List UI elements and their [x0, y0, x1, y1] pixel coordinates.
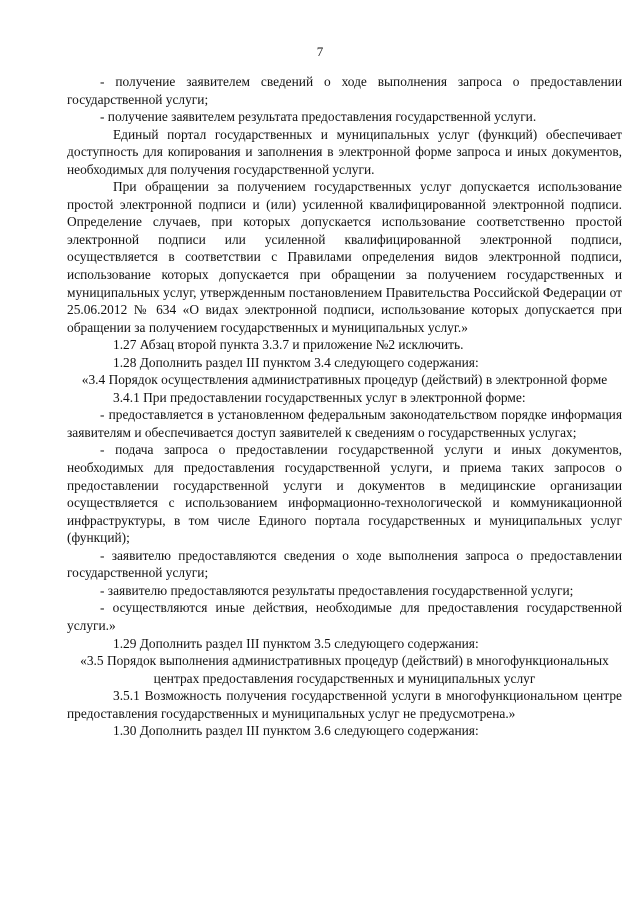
paragraph: - осуществляются иные действия, необходимые для предоставления государственной услуги.» [67, 600, 622, 633]
paragraph: 3.5.1 Возможность получения государственной услуги в многофункциональном центре предоставления государственных и муниципальных услуг не предусмотрена.» [67, 688, 622, 721]
paragraph: 1.27 Абзац второй пункта 3.3.7 и приложение №2 исключить. [113, 337, 464, 353]
section-heading: «3.4 Порядок осуществления административных процедур (действий) в электронной форме [81, 372, 608, 388]
paragraph: - получение заявителем результата предоставления государственной услуги. [100, 109, 537, 125]
paragraph: При обращении за получением государственных услуг допускается использование простой электронной подписи и (или) усиленной квалифицированной электронной подписи. Определение случаев, при которых допускается использование соответственно простой электронной подписи или усиленной квалифицированной электронной подписи, осуществляется в соответствии с Правилами определения видов электронной подписи, использование которых допускается при обращении за получением государственных и муниципальных услуг, утвержденным постановлением Правительства Российской Федерации от 25.06.2012 № 634 «О видах электронной подписи, использование которых допускается при обращении за получением государственных и муниципальных услуг.» [67, 179, 622, 335]
paragraph: 1.29 Дополнить раздел III пунктом 3.5 следующего содержания: [113, 635, 479, 651]
paragraph: - получение заявителем сведений о ходе выполнения запроса о предоставлении государственной услуги; [67, 74, 622, 107]
page-number: 7 [316, 44, 324, 59]
document-body [67, 73, 622, 740]
paragraph: 1.28 Дополнить раздел III пунктом 3.4 следующего содержания: [113, 354, 479, 370]
paragraph: - заявителю предоставляются сведения о ходе выполнения запроса о предоставлении государственной услуги; [67, 547, 622, 581]
paragraph: 1.30 Дополнить раздел III пунктом 3.6 следующего содержания: [113, 723, 479, 739]
section-heading: «3.5 Порядок выполнения административных процедур (действий) в многофункциональных центрах предоставления государственных и муниципальных услуг [80, 653, 609, 686]
paragraph: 3.4.1 При предоставлении государственных услуг в электронной форме: [113, 389, 526, 405]
paragraph: Единый портал государственных и муниципальных услуг (функций) обеспечивает доступность для копирования и заполнения в электронной форме запроса и иных документов, необходимых для получения государственной услуги. [67, 126, 622, 177]
paragraph: - подача запроса о предоставлении государственной услуги и иных документов, необходимых для предоставления государственной услуги, и приема таких запросов о предоставлении государственной услуги и документов в медицинские организации осуществляется с использованием информационно-технологической и коммуникационной инфраструктуры, в том числе Единого портала государственных и муниципальных услуг (функций); [67, 442, 622, 546]
paragraph: - предоставляется в установленном федеральным законодательством порядке информация заявителям и обеспечивается доступ заявителей к сведениям о государственных услугах; [67, 407, 622, 440]
paragraph: - заявителю предоставляются результаты предоставления государственной услуги; [100, 582, 574, 598]
